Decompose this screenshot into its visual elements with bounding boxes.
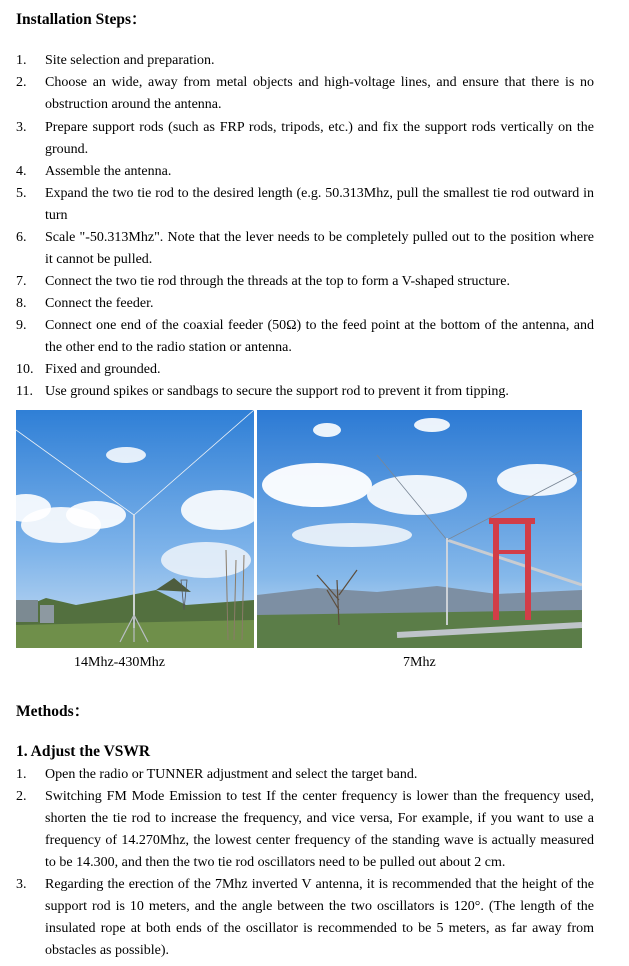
list-item xyxy=(16,293,594,315)
list-item xyxy=(16,117,594,161)
antenna-photo-tripod xyxy=(16,410,254,648)
methods-steps-list xyxy=(16,764,594,962)
list-item xyxy=(16,183,594,227)
list-item xyxy=(16,227,594,271)
list-number: 4. xyxy=(16,164,27,179)
list-number: 10. xyxy=(16,362,34,377)
list-item xyxy=(16,161,594,183)
list-number: 9. xyxy=(16,318,27,333)
adjust-vswr-heading: 1. Adjust the VSWR xyxy=(16,743,151,760)
installation-steps-list xyxy=(16,50,594,403)
installation-heading: Installation Steps： xyxy=(16,11,147,28)
list-item xyxy=(16,786,594,874)
caption-inverted-v-photo: 7Mhz xyxy=(403,655,436,670)
list-number: 8. xyxy=(16,296,27,311)
list-text: Site selection and preparation. xyxy=(45,53,215,68)
list-text: Connect the feeder. xyxy=(45,296,154,311)
list-text: Assemble the antenna. xyxy=(45,164,172,179)
list-item xyxy=(16,874,594,962)
list-item xyxy=(16,72,594,116)
list-number: 5. xyxy=(16,186,27,201)
list-text: Connect the two tie rod through the threads at the top to form a V-shaped structure. xyxy=(45,274,511,289)
list-text: Switching FM Mode Emission to test If the center frequency is lower than the frequency used, shorten the tie rod to increase the frequency, and vice versa, For example, if you want to use a frequency of 14.270Mhz, the lowest center frequency of the standing wave is actually measured to be 14.300, and then the two tie rod oscillators need to be pulled out about 2 cm. xyxy=(45,789,594,870)
list-text: Prepare support rods (such as FRP rods, tripods, etc.) and fix the support rods vertically on the ground. xyxy=(45,120,594,157)
list-number: 2. xyxy=(16,789,27,804)
list-item xyxy=(16,315,594,359)
list-number: 11. xyxy=(16,384,33,399)
list-text: Fixed and grounded. xyxy=(45,362,161,377)
list-item xyxy=(16,271,594,293)
list-item xyxy=(16,50,594,72)
list-number: 1. xyxy=(16,53,27,68)
list-text: Expand the two tie rod to the desired length (e.g. 50.313Mhz, pull the smallest tie rod outward in turn xyxy=(45,186,594,223)
antenna-photo-inverted-v xyxy=(257,410,582,648)
caption-tripod-photo: 14Mhz-430Mhz xyxy=(74,655,165,670)
list-text: Open the radio or TUNNER adjustment and select the target band. xyxy=(45,767,418,782)
list-item xyxy=(16,359,594,381)
list-item xyxy=(16,764,594,786)
list-number: 3. xyxy=(16,877,27,892)
methods-heading: Methods： xyxy=(16,703,90,720)
list-number: 7. xyxy=(16,274,27,289)
list-number: 1. xyxy=(16,767,27,782)
list-text: Scale "-50.313Mhz". Note that the lever needs to be completely pulled out to the position where it cannot be pulled. xyxy=(45,230,594,267)
list-item xyxy=(16,381,594,403)
list-text: Use ground spikes or sandbags to secure the support rod to prevent it from tipping. xyxy=(45,384,509,399)
list-text: Connect one end of the coaxial feeder (50Ω) to the feed point at the bottom of the antenna, and the other end to the radio station or antenna. xyxy=(45,318,594,355)
list-number: 3. xyxy=(16,120,27,135)
list-number: 6. xyxy=(16,230,27,245)
list-number: 2. xyxy=(16,75,27,90)
list-text: Regarding the erection of the 7Mhz inverted V antenna, it is recommended that the height of the support rod is 10 meters, and the angle between the two oscillators is 120°. (The length of the insulated rope at both ends of the oscillator is recommended to be 5 meters, as far away from obstacles as possible). xyxy=(45,877,594,958)
list-text: Choose an wide, away from metal objects and high-voltage lines, and ensure that there is no obstruction around the antenna. xyxy=(45,75,594,112)
